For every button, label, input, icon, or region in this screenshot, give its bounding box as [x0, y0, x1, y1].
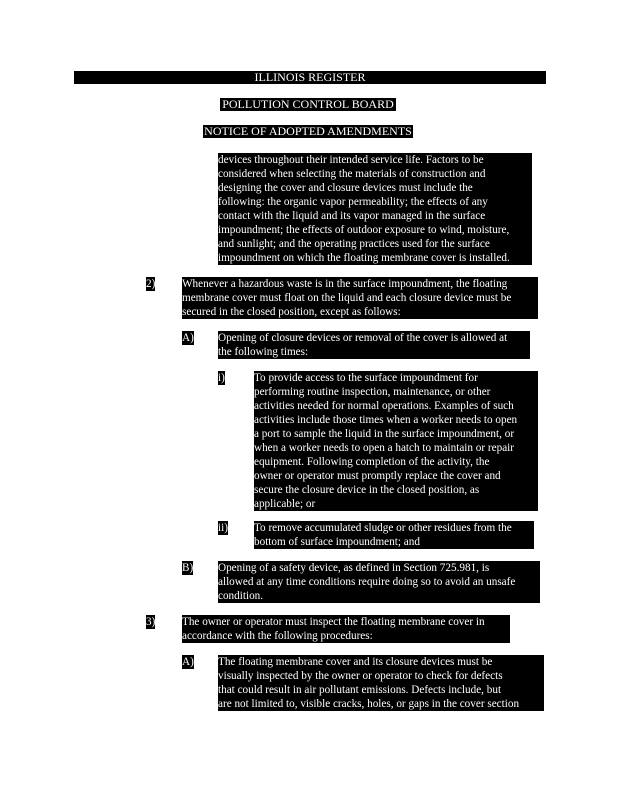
text-line: Opening of a safety device, as defined in Section 725.981, is — [218, 562, 490, 574]
text-line: equipment. Following completion of the activity, the — [254, 456, 490, 468]
text-line: designing the cover and closure devices must include the — [218, 182, 473, 194]
text-line: the following times: — [218, 346, 309, 358]
item-2-label: 2) — [146, 278, 156, 290]
text-line: The owner or operator must inspect the floating membrane cover in — [182, 616, 485, 628]
item-2aii-text — [254, 521, 534, 549]
text-line: a port to sample the liquid in the surface impoundment, or — [254, 428, 515, 440]
text-line: visually inspected by the owner or operator to check for defects — [218, 670, 503, 682]
text-line: activities include those times when a worker needs to open — [254, 414, 518, 426]
item-2a-label: A) — [182, 332, 194, 344]
text-line: allowed at any time conditions require doing so to avoid an unsafe — [218, 576, 516, 588]
text-line: and sunlight; and the operating practices used for the surface — [218, 238, 490, 250]
text-line: To remove accumulated sludge or other residues from the — [254, 522, 512, 534]
text-line: contact with the liquid and its vapor managed in the surface — [218, 210, 486, 222]
register-title: ILLINOIS REGISTER — [74, 71, 546, 84]
item-2a-text — [218, 331, 530, 359]
text-line: To provide access to the surface impoundment for — [254, 372, 478, 384]
text-line: Opening of closure devices or removal of the cover is allowed at — [218, 332, 508, 344]
item-2ai-text — [254, 371, 538, 511]
text-line: considered when selecting the materials of construction and — [218, 168, 486, 180]
item-2b-label: B) — [182, 562, 194, 574]
text-line: activities needed for normal operations. Examples of such — [254, 400, 514, 412]
text-line: Whenever a hazardous waste is in the surface impoundment, the floating — [182, 278, 508, 290]
text-line: that could result in air pollutant emissions. Defects include, but — [218, 684, 502, 696]
text-line: performing routine inspection, maintenance, or other — [254, 386, 491, 398]
item-3a-label: A) — [182, 656, 194, 668]
item-2ai-label: i) — [218, 372, 225, 384]
text-line: when a worker needs to open a hatch to maintain or repair — [254, 442, 515, 454]
notice-title: NOTICE OF ADOPTED AMENDMENTS — [204, 124, 412, 138]
item-2b-text — [218, 561, 540, 603]
text-line: secured in the closed position, except as follows: — [182, 306, 401, 318]
text-line: secure the closure device in the closed position, as — [254, 484, 480, 496]
text-line: owner or operator must promptly replace the cover and — [254, 470, 501, 482]
item-3-text — [182, 615, 510, 643]
item-2-text — [182, 277, 538, 319]
text-line: applicable; or — [254, 498, 316, 510]
text-line: accordance with the following procedures: — [182, 630, 373, 642]
continuation-paragraph — [218, 153, 532, 265]
board-title: POLLUTION CONTROL BOARD — [220, 98, 396, 111]
text-line: are not limited to, visible cracks, holes, or gaps in the cover section — [218, 698, 520, 710]
text-line: bottom of surface impoundment; and — [254, 536, 420, 548]
text-line: The floating membrane cover and its closure devices must be — [218, 656, 493, 668]
text-line: devices throughout their intended service life. Factors to be — [218, 154, 484, 166]
item-3a-text — [218, 655, 544, 711]
item-2aii-label: ii) — [218, 522, 228, 534]
text-line: following: the organic vapor permeability; the effects of any — [218, 196, 488, 208]
item-3-label: 3) — [146, 616, 156, 628]
text-line: impoundment on which the floating membrane cover is installed. — [218, 252, 510, 264]
text-line: membrane cover must float on the liquid and each closure device must be — [182, 292, 512, 304]
text-line: impoundment; the effects of outdoor exposure to wind, moisture, — [218, 224, 510, 236]
text-line: condition. — [218, 590, 264, 602]
